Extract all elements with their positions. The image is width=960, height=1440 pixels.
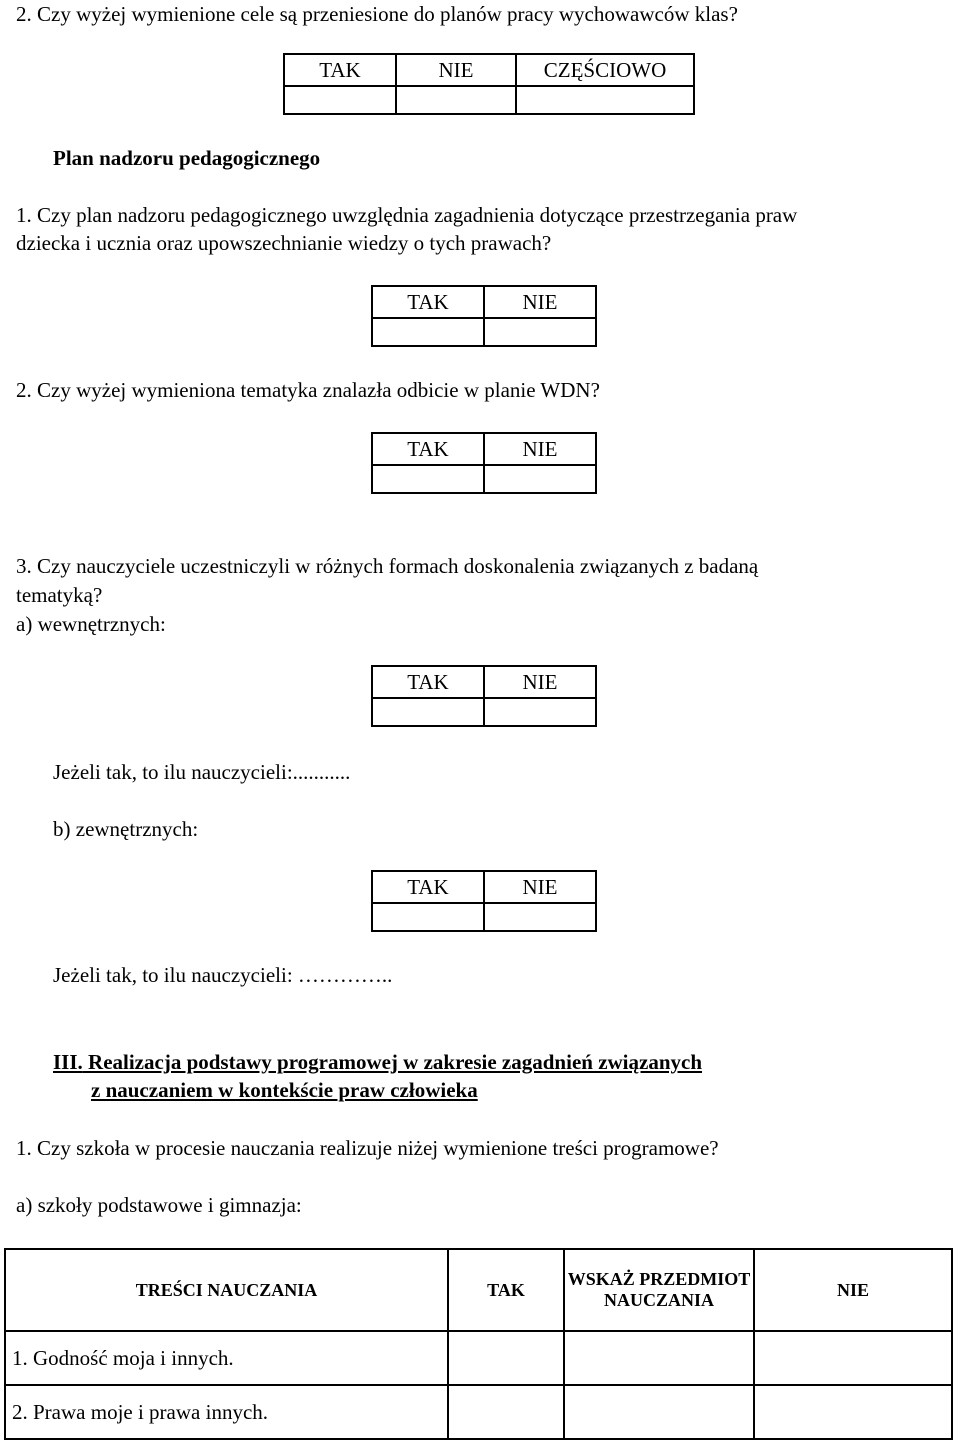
header-nie: NIE xyxy=(484,871,596,903)
internal-teacher-count[interactable]: Jeżeli tak, to ilu nauczycieli:........... xyxy=(53,760,351,784)
cell-nie[interactable] xyxy=(754,1385,952,1439)
header-nie: NIE xyxy=(484,286,596,318)
cell-tak[interactable] xyxy=(448,1331,564,1385)
header-tak: TAK xyxy=(372,666,484,698)
header-tak: TAK xyxy=(372,871,484,903)
answer-table-goals xyxy=(283,53,695,115)
training-internal-label: a) wewnętrznych: xyxy=(16,612,166,636)
answer-cell-nie[interactable] xyxy=(484,698,596,726)
question-curriculum: 1. Czy szkoła w procesie nauczania realizuje niżej wymienione treści programowe? xyxy=(16,1136,719,1160)
answer-table-plan xyxy=(371,285,597,347)
answer-cell-nie[interactable] xyxy=(484,903,596,931)
curriculum-header-row xyxy=(5,1249,952,1331)
header-nie: NIE xyxy=(754,1249,952,1331)
answer-cell-tak[interactable] xyxy=(372,903,484,931)
external-teacher-count[interactable]: Jeżeli tak, to ilu nauczycieli: ………….. xyxy=(53,963,393,987)
header-nie: NIE xyxy=(484,666,596,698)
header-czesciowo: CZĘŚCIOWO xyxy=(516,54,694,86)
answer-table-internal xyxy=(371,665,597,727)
answer-cell-tak[interactable] xyxy=(284,86,396,114)
question-training-line1: 3. Czy nauczyciele uczestniczyli w różnych formach doskonalenia związanych z badaną xyxy=(16,554,759,578)
question-plan-line1: 1. Czy plan nadzoru pedagogicznego uwzględnia zagadnienia dotyczące przestrzegania praw xyxy=(16,203,798,227)
answer-table-wdn xyxy=(371,432,597,494)
question-plan-line2: dziecka i ucznia oraz upowszechnianie wiedzy o tych prawach? xyxy=(16,231,552,255)
header-nie: NIE xyxy=(484,433,596,465)
answer-cell-nie[interactable] xyxy=(484,465,596,493)
answer-cell-nie[interactable] xyxy=(396,86,516,114)
header-subject: WSKAŻ PRZEDMIOT NAUCZANIA xyxy=(564,1249,754,1331)
header-nie: NIE xyxy=(396,54,516,86)
section-3-title-text: Realizacja podstawy programowej w zakresie zagadnień związanych xyxy=(82,1050,703,1074)
question-goals-in-plans: 2. Czy wyżej wymienione cele są przeniesione do planów pracy wychowawców klas? xyxy=(16,2,738,26)
answer-table-external xyxy=(371,870,597,932)
row-content: 1. Godność moja i innych. xyxy=(5,1331,448,1385)
header-tak: TAK xyxy=(372,433,484,465)
section-3-title-line1 xyxy=(53,1050,702,1074)
header-content: TREŚCI NAUCZANIA xyxy=(5,1249,448,1331)
section-3-title-line2: z nauczaniem w kontekście praw człowieka xyxy=(91,1078,478,1102)
answer-cell-nie[interactable] xyxy=(484,318,596,346)
cell-tak[interactable] xyxy=(448,1385,564,1439)
table-row xyxy=(5,1385,952,1439)
school-type-label: a) szkoły podstawowe i gimnazja: xyxy=(16,1193,302,1217)
cell-nie[interactable] xyxy=(754,1331,952,1385)
header-tak: TAK xyxy=(284,54,396,86)
header-tak: TAK xyxy=(448,1249,564,1331)
cell-subject[interactable] xyxy=(564,1331,754,1385)
section-3-number: III. xyxy=(53,1050,83,1074)
table-row xyxy=(5,1331,952,1385)
header-tak: TAK xyxy=(372,286,484,318)
answer-cell-tak[interactable] xyxy=(372,465,484,493)
curriculum-table xyxy=(4,1248,953,1440)
answer-cell-tak[interactable] xyxy=(372,318,484,346)
training-external-label: b) zewnętrznych: xyxy=(53,817,199,841)
cell-subject[interactable] xyxy=(564,1385,754,1439)
answer-cell-tak[interactable] xyxy=(372,698,484,726)
question-training-line2: tematyką? xyxy=(16,583,103,607)
row-content: 2. Prawa moje i prawa innych. xyxy=(5,1385,448,1439)
answer-cell-czesciowo[interactable] xyxy=(516,86,694,114)
plan-heading: Plan nadzoru pedagogicznego xyxy=(53,146,321,170)
question-wdn: 2. Czy wyżej wymieniona tematyka znalazła odbicie w planie WDN? xyxy=(16,378,600,402)
